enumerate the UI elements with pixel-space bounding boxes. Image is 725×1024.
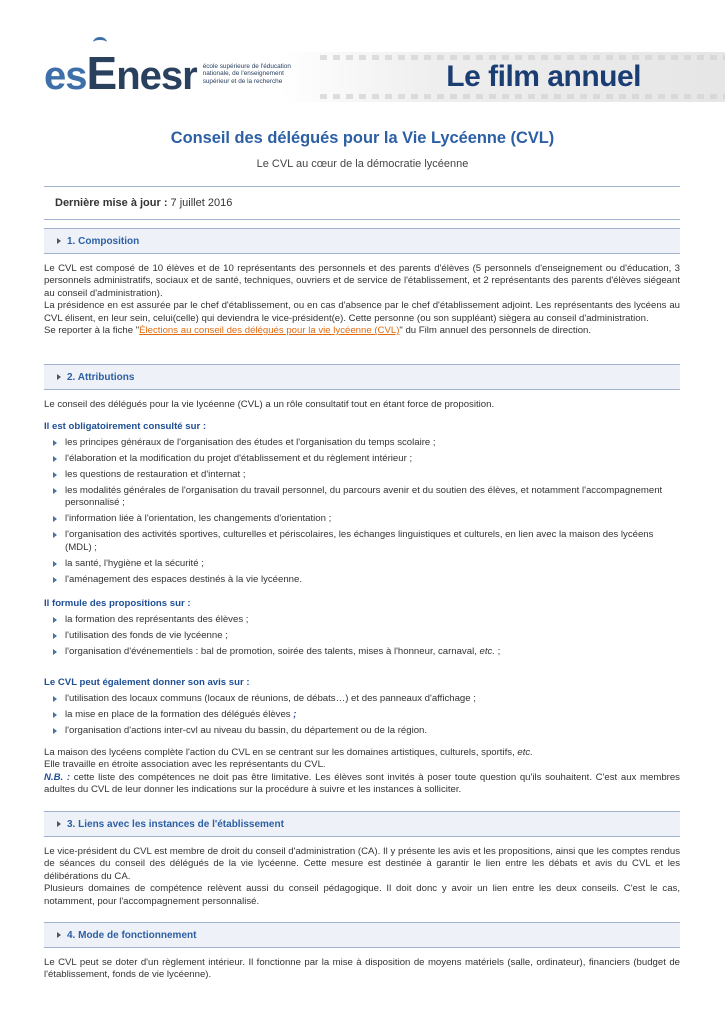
list-item: la formation des représentants des élèves ; bbox=[44, 614, 680, 626]
list-item: l'organisation d'événementiels : bal de promotion, soirée des talents, mises à l'honneur, carnaval, etc. ; bbox=[44, 646, 680, 658]
list-item: l'organisation d'actions inter-cvl au niveau du bassin, du département ou de la région. bbox=[44, 725, 680, 737]
list-item: la mise en place de la formation des délégués élèves ; bbox=[44, 709, 680, 721]
triangle-right-icon bbox=[57, 374, 61, 380]
section-liens-body bbox=[44, 846, 680, 908]
section-header-composition[interactable]: 1. Composition bbox=[44, 228, 680, 254]
triangle-right-icon bbox=[57, 932, 61, 938]
logo-tagline: école supérieure de l'éducation nationale, de l'enseignement supérieur et de la recherche bbox=[202, 62, 291, 85]
subheading-propositions: Il formule des propositions sur : bbox=[44, 598, 191, 609]
attributions-intro: Le conseil des délégués pour la vie lycéenne (CVL) a un rôle consultatif tout en étant force de proposition. bbox=[44, 399, 495, 410]
section-header-liens[interactable]: 3. Liens avec les instances de l'établissement bbox=[44, 811, 680, 837]
paragraph: Se reporter à la fiche "Élections au conseil des délégués pour la vie lycéenne (CVL)" du Film annuel des personnels de direction. bbox=[44, 325, 592, 337]
title-block bbox=[0, 128, 725, 171]
list-item: l'utilisation des locaux communs (locaux de réunions, de débats…) et des panneaux d'affichage ; bbox=[44, 693, 680, 705]
list-item: les questions de restauration et d'internat ; bbox=[44, 469, 680, 481]
film-annuel-title: Le film annuel bbox=[446, 60, 641, 93]
page-header bbox=[0, 0, 725, 112]
election-cvl-link[interactable]: Élections au conseil des délégués pour la vie lycéenne (CVL) bbox=[139, 325, 400, 337]
list-item: l'utilisation des fonds de vie lycéenne ; bbox=[44, 630, 680, 642]
paragraph: La présidence en est assurée par le chef d'établissement, ou en cas d'absence par le chef d'établissement adjoint. Les représentants des lycéens au CVL élisent, en leur sein, celui(celle) qui deviendra le vice-président(e). Cette personne (ou son suppléant) siègera au conseil d'administration. bbox=[44, 300, 680, 324]
subheading-avis: Le CVL peut également donner son avis sur : bbox=[44, 677, 250, 688]
subheading-consulte: Il est obligatoirement consulté sur : bbox=[44, 421, 207, 432]
list-item: la santé, l'hygiène et la sécurité ; bbox=[44, 558, 680, 570]
section-header-attributions[interactable]: 2. Attributions bbox=[44, 364, 680, 390]
list-propositions bbox=[44, 614, 680, 662]
paragraph: Le CVL est composé de 10 élèves et de 10 représentants des personnels et des parents d'élèves (5 personnels d'enseignement ou d'éducation, 3 personnels administratifs, sociaux et de santé, techniques, ouvriers et de service de l'établissement, et 2 représentants des parents d'élèves siégeant au conseil d'administration). bbox=[44, 263, 680, 299]
paragraph: Plusieurs domaines de compétence relèvent aussi du conseil pédagogique. Il doit donc y avoir un lien entre les deux conseils. C'est le cas, notamment, pour l'accompagnement personnalisé. bbox=[44, 883, 680, 907]
page-subtitle: Le CVL au cœur de la démocratie lycéenne bbox=[256, 158, 469, 170]
list-item: les principes généraux de l'organisation des études et l'organisation du temps scolaire ; bbox=[44, 437, 680, 449]
list-consulte bbox=[44, 437, 680, 590]
nb-note: N.B. : cette liste des compétences ne doit pas être limitative. Les élèves sont invités à poser toute question qu'ils souhaitent. C'est aux membres adultes du CVL de leur donner les indications sur la procédure à suivre et les instances à solliciter. bbox=[44, 771, 680, 796]
list-item: l'information liée à l'orientation, les changements d'orientation ; bbox=[44, 513, 680, 525]
divider bbox=[44, 186, 680, 187]
list-item: l'aménagement des espaces destinés à la vie lycéenne. bbox=[44, 574, 680, 586]
list-avis bbox=[44, 693, 680, 741]
list-item: l'organisation des activités sportives, culturelles et périscolaires, les échanges linguistiques et culturels, en lien avec la maison des lycéens (MDL) ; bbox=[44, 529, 680, 554]
maison-lyceens-paragraph: La maison des lycéens complète l'action du CVL en se centrant sur les domaines artistiques, culturels, sportifs, etc. Elle travaille en étroite association avec les représentants du CVL. N.B. : cette liste des compétences ne doit pas être limitative. Les élèves sont invités à poser toute question qu'ils souhaitent. C'est aux membres adultes du CVL de leur donner les indications sur la procédure à suivre et les instances à solliciter. bbox=[44, 747, 680, 796]
section-header-fonctionnement[interactable]: 4. Mode de fonctionnement bbox=[44, 922, 680, 948]
divider bbox=[44, 219, 680, 220]
paragraph: Le vice-président du CVL est membre de droit du conseil d'administration (CA). Il y présente les avis et les propositions, ainsi que les comptes rendus de séances du conseil des délégués de la vie lycéenne. Cette mesure est destinée à garantir le lien entre les débats et avis du CVL et les délibérations du CA. bbox=[44, 846, 680, 882]
paragraph: Le CVL peut se doter d'un règlement intérieur. Il fonctionne par la mise à disposition de moyens matériels (salle, ordinateur), financiers (budget de l'établissement, fonds de vie lycéenne). bbox=[44, 957, 680, 981]
triangle-right-icon bbox=[57, 821, 61, 827]
esenesr-logo bbox=[44, 48, 303, 100]
page-title: Conseil des délégués pour la Vie Lycéenne (CVL) bbox=[170, 129, 555, 147]
logo-wordmark: esEnesr bbox=[44, 46, 197, 99]
last-update: Dernière mise à jour : 7 juillet 2016 bbox=[55, 197, 233, 209]
section-fonctionnement-body bbox=[44, 957, 680, 982]
triangle-right-icon bbox=[57, 238, 61, 244]
section-composition-body bbox=[44, 263, 680, 337]
list-item: l'élaboration et la modification du projet d'établissement et du règlement intérieur ; bbox=[44, 453, 680, 465]
list-item: les modalités générales de l'organisation du travail personnel, du parcours avenir et du soutien des élèves, et notamment l'accompagnement personnalisé ; bbox=[44, 485, 680, 510]
